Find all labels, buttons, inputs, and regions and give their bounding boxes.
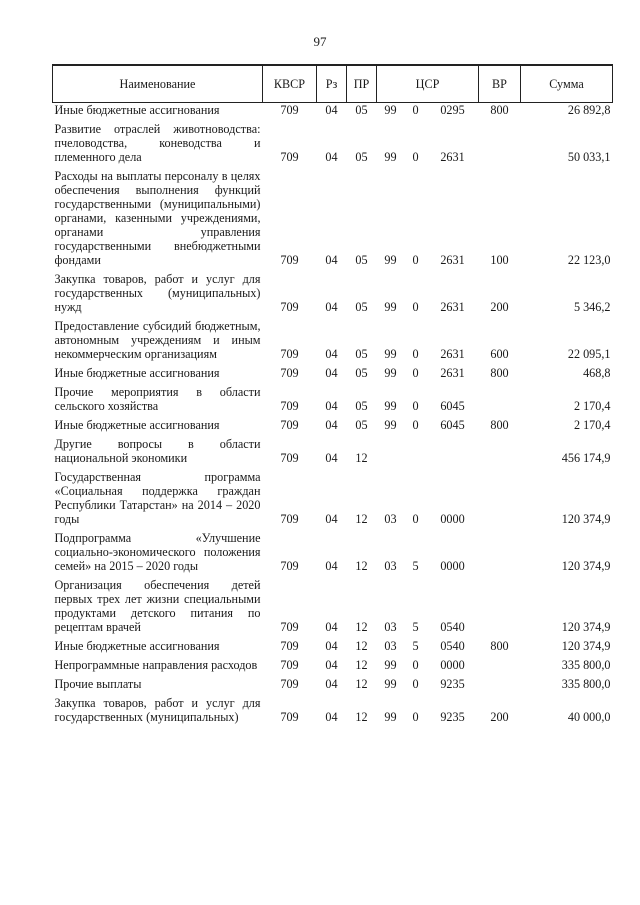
row-name: Иные бюджетные ассигнования (54, 418, 220, 432)
csr-csr3: 6045 (440, 399, 465, 413)
row-vr: 800 (490, 103, 509, 117)
csr-code (377, 512, 479, 526)
row-sum: 120 374,9 (561, 559, 611, 573)
row-vr: 100 (490, 253, 509, 267)
table-row (53, 103, 613, 118)
csr-csr2: 0 (412, 150, 419, 164)
row-sum: 5 346,2 (573, 300, 611, 314)
csr-code (377, 399, 479, 413)
row-pr: 05 (355, 253, 368, 267)
row-csr (377, 465, 479, 526)
row-csr (377, 432, 479, 465)
row-sum: 26 892,8 (567, 103, 611, 117)
row-rz: 04 (325, 366, 338, 380)
csr-csr1: 03 (384, 639, 397, 653)
row-kvsr: 709 (280, 300, 299, 314)
row-name: Расходы на выплаты персоналу в целях обеспечения выполнения функций государственными (муниципальными) органами, казенными учреждениями, органами управления государственными внебюджетными фондами (54, 169, 261, 267)
csr-csr1: 99 (384, 103, 397, 117)
row-csr (377, 691, 479, 724)
row-vr: 800 (490, 366, 509, 380)
csr-csr1: 99 (384, 658, 397, 672)
row-sum: 120 374,9 (561, 620, 611, 634)
row-kvsr: 709 (280, 366, 299, 380)
csr-csr2: 0 (412, 710, 419, 724)
csr-csr1: 99 (384, 710, 397, 724)
csr-csr2: 0 (412, 399, 419, 413)
row-pr: 05 (355, 418, 368, 432)
csr-csr1: 99 (384, 399, 397, 413)
row-rz: 04 (325, 347, 338, 361)
row-csr (377, 526, 479, 573)
csr-csr1: 03 (384, 559, 397, 573)
row-vr (479, 117, 521, 164)
csr-csr2: 5 (412, 559, 419, 573)
row-csr (377, 314, 479, 361)
csr-csr1: 99 (384, 677, 397, 691)
row-vr: 200 (490, 710, 509, 724)
csr-code (377, 418, 479, 432)
row-kvsr: 709 (280, 103, 299, 117)
row-pr: 05 (355, 150, 368, 164)
row-vr (479, 432, 521, 465)
table-row (53, 526, 613, 573)
row-name: Прочие мероприятия в области сельского хозяйства (54, 385, 261, 413)
page-number: 97 (313, 34, 327, 49)
csr-csr3: 0000 (440, 559, 465, 573)
table-row (53, 653, 613, 672)
csr-csr2: 0 (412, 418, 419, 432)
row-pr: 12 (355, 658, 368, 672)
row-csr (377, 361, 479, 380)
row-name: Непрограммные направления расходов (54, 658, 258, 672)
row-pr: 12 (355, 710, 368, 724)
csr-code (377, 620, 479, 634)
row-sum: 456 174,9 (561, 451, 611, 465)
csr-csr2: 0 (412, 658, 419, 672)
csr-csr3: 2631 (440, 300, 465, 314)
row-kvsr: 709 (280, 658, 299, 672)
csr-code (377, 253, 479, 267)
row-sum: 335 800,0 (561, 658, 611, 672)
row-kvsr: 709 (280, 677, 299, 691)
csr-csr1: 03 (384, 512, 397, 526)
table-row (53, 117, 613, 164)
row-name: Иные бюджетные ассигнования (54, 639, 220, 653)
header-kvsr: КВСР (263, 65, 317, 103)
csr-csr3: 0540 (440, 620, 465, 634)
row-sum: 2 170,4 (573, 399, 611, 413)
header-name: Наименование (53, 65, 263, 103)
row-kvsr: 709 (280, 347, 299, 361)
csr-csr3: 2631 (440, 150, 465, 164)
row-rz: 04 (325, 418, 338, 432)
row-vr: 200 (490, 300, 509, 314)
row-pr: 12 (355, 559, 368, 573)
row-rz: 04 (325, 512, 338, 526)
table-row (53, 634, 613, 653)
table-row (53, 691, 613, 724)
header-rz: Рз (317, 65, 347, 103)
csr-code (377, 150, 479, 164)
row-csr (377, 634, 479, 653)
csr-csr2: 0 (412, 512, 419, 526)
row-csr (377, 573, 479, 634)
csr-csr2: 0 (412, 677, 419, 691)
row-pr: 05 (355, 300, 368, 314)
header-vr: ВР (479, 65, 521, 103)
table-header (53, 65, 613, 103)
row-vr: 600 (490, 347, 509, 361)
csr-csr2: 0 (412, 300, 419, 314)
table-row (53, 672, 613, 691)
csr-csr2: 0 (412, 366, 419, 380)
csr-csr3: 2631 (440, 347, 465, 361)
csr-csr3: 2631 (440, 253, 465, 267)
row-name: Прочие выплаты (54, 677, 142, 691)
csr-code (377, 366, 479, 380)
csr-code (377, 347, 479, 361)
row-vr (479, 380, 521, 413)
row-csr (377, 413, 479, 432)
table-row (53, 413, 613, 432)
csr-csr2: 0 (412, 253, 419, 267)
row-name: Другие вопросы в области национальной экономики (54, 437, 261, 465)
table-row (53, 267, 613, 314)
header-sum: Сумма (521, 65, 613, 103)
row-name: Подпрограмма «Улучшение социально-экономического положения семей» на 2015 – 2020 годы (54, 531, 261, 573)
row-sum: 335 800,0 (561, 677, 611, 691)
table-row (53, 314, 613, 361)
csr-csr1: 03 (384, 620, 397, 634)
header-csr: ЦСР (377, 65, 479, 103)
row-rz: 04 (325, 451, 338, 465)
row-pr: 12 (355, 620, 368, 634)
row-kvsr: 709 (280, 418, 299, 432)
row-rz: 04 (325, 639, 338, 653)
row-kvsr: 709 (280, 451, 299, 465)
csr-code (377, 639, 479, 653)
row-sum: 50 033,1 (567, 150, 611, 164)
row-csr (377, 117, 479, 164)
row-csr (377, 164, 479, 267)
row-pr: 12 (355, 512, 368, 526)
row-pr: 05 (355, 366, 368, 380)
row-kvsr: 709 (280, 559, 299, 573)
csr-csr3: 0540 (440, 639, 465, 653)
csr-csr2: 0 (412, 347, 419, 361)
row-sum: 22 095,1 (567, 347, 611, 361)
row-rz: 04 (325, 658, 338, 672)
row-name: Иные бюджетные ассигнования (54, 103, 220, 117)
row-csr (377, 103, 479, 118)
row-sum: 40 000,0 (567, 710, 611, 724)
csr-csr1: 99 (384, 300, 397, 314)
table-row (53, 361, 613, 380)
row-kvsr: 709 (280, 150, 299, 164)
row-csr (377, 672, 479, 691)
csr-code (377, 300, 479, 314)
row-rz: 04 (325, 103, 338, 117)
row-rz: 04 (325, 399, 338, 413)
csr-csr1: 99 (384, 347, 397, 361)
table-row (53, 164, 613, 267)
row-pr: 05 (355, 347, 368, 361)
row-name: Предоставление субсидий бюджетным, автономным учреждениям и иным некоммерческим организациям (54, 319, 261, 361)
row-sum: 120 374,9 (561, 639, 611, 653)
row-pr: 12 (355, 639, 368, 653)
table-row (53, 380, 613, 413)
row-kvsr: 709 (280, 620, 299, 634)
row-name: Государственная программа «Социальная поддержка граждан Республики Татарстан» на 2014 – 2020 годы (54, 470, 261, 526)
csr-code (377, 559, 479, 573)
row-vr (479, 672, 521, 691)
row-name: Закупка товаров, работ и услуг для государственных (муниципальных) (54, 696, 261, 724)
table-body (53, 103, 613, 725)
row-sum: 2 170,4 (573, 418, 611, 432)
csr-code (377, 677, 479, 691)
csr-csr3: 2631 (440, 366, 465, 380)
header-pr: ПР (347, 65, 377, 103)
row-rz: 04 (325, 253, 338, 267)
csr-csr3: 9235 (440, 677, 465, 691)
csr-code (377, 103, 479, 117)
row-rz: 04 (325, 150, 338, 164)
row-pr: 12 (355, 451, 368, 465)
row-vr: 800 (490, 418, 509, 432)
row-rz: 04 (325, 677, 338, 691)
row-kvsr: 709 (280, 399, 299, 413)
csr-csr3: 9235 (440, 710, 465, 724)
row-name: Развитие отраслей животноводства: пчеловодства, коневодства и племенного дела (54, 122, 261, 164)
row-kvsr: 709 (280, 710, 299, 724)
row-sum: 120 374,9 (561, 512, 611, 526)
row-vr (479, 653, 521, 672)
row-kvsr: 709 (280, 512, 299, 526)
csr-csr3: 6045 (440, 418, 465, 432)
row-kvsr: 709 (280, 253, 299, 267)
csr-csr3: 0000 (440, 512, 465, 526)
row-csr (377, 267, 479, 314)
csr-csr1: 99 (384, 253, 397, 267)
csr-csr3: 0000 (440, 658, 465, 672)
row-rz: 04 (325, 559, 338, 573)
row-name: Иные бюджетные ассигнования (54, 366, 220, 380)
csr-csr2: 5 (412, 620, 419, 634)
csr-code (377, 710, 479, 724)
csr-csr1: 99 (384, 150, 397, 164)
row-rz: 04 (325, 710, 338, 724)
row-vr (479, 526, 521, 573)
row-rz: 04 (325, 300, 338, 314)
row-name: Закупка товаров, работ и услуг для государственных (муниципальных) нужд (54, 272, 261, 314)
csr-csr1: 99 (384, 418, 397, 432)
table-row (53, 465, 613, 526)
row-csr (377, 380, 479, 413)
row-rz: 04 (325, 620, 338, 634)
csr-code (377, 658, 479, 672)
budget-table (52, 64, 613, 724)
row-pr: 05 (355, 103, 368, 117)
table-row (53, 432, 613, 465)
table-row (53, 573, 613, 634)
row-kvsr: 709 (280, 639, 299, 653)
row-vr (479, 573, 521, 634)
row-name: Организация обеспечения детей первых трех лет жизни специальными продуктами детского питания по рецептам врачей (54, 578, 261, 634)
csr-csr1: 99 (384, 366, 397, 380)
row-pr: 05 (355, 399, 368, 413)
row-sum: 468,8 (583, 366, 611, 380)
row-vr (479, 465, 521, 526)
row-sum: 22 123,0 (567, 253, 611, 267)
csr-csr2: 0 (412, 103, 419, 117)
csr-csr3: 0295 (440, 103, 465, 117)
csr-csr2: 5 (412, 639, 419, 653)
row-csr (377, 653, 479, 672)
row-vr: 800 (490, 639, 509, 653)
row-pr: 12 (355, 677, 368, 691)
